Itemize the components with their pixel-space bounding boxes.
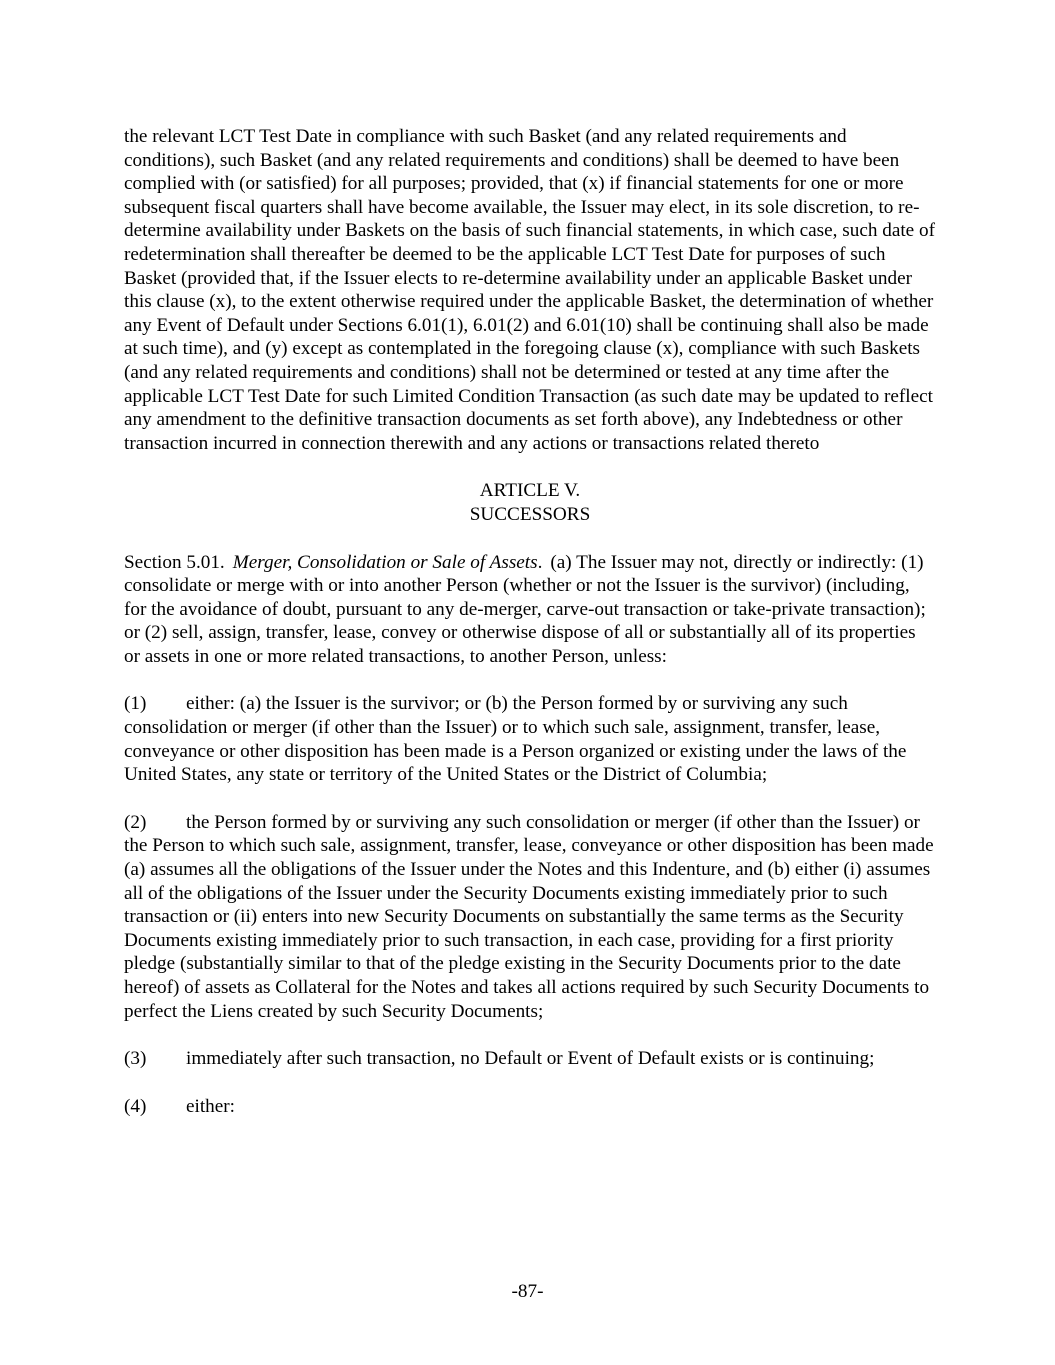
section-number: Section 5.01. — [124, 551, 225, 573]
article-number: ARTICLE V. — [479, 480, 581, 502]
continued-paragraph: the relevant LCT Test Date in compliance with such Basket (and any related requirements and conditions), such Basket (and any related requirements and conditions) shall be deemed to have been complied with (or satisfied) for all purposes; provided, that (x) if financial statements for one or more subsequent fiscal quarters shall have become available, the Issuer may elect, in its sole discretion, to re-determine availability under Baskets on the basis of such financial statements, in which case, such date of redetermination shall thereafter be deemed to be the applicable LCT Test Date for purposes of such Basket (provided that, if the Issuer elects to re-determine availability under an applicable Basket under this clause (x), to the extent otherwise required under the applicable Basket, the determination of whether any Event of Default under Sections 6.01(1), 6.01(2) and 6.01(10) shall be continuing shall also be made at such time), and (y) except as contemplated in the foregoing clause (x), compliance with such Baskets (and any related requirements and conditions) shall not be determined or tested at any time after the applicable LCT Test Date for such Limited Condition Transaction (as such date may be updated to reflect any amendment to the definitive transaction documents as set forth above), any Indebtedness or other transaction incurred in connection therewith and any actions or transactions related thereto — [124, 126, 935, 454]
clause-text: immediately after such transaction, no Default or Event of Default exists or is continuing; — [186, 1048, 875, 1070]
article-title: SUCCESSORS — [469, 503, 591, 525]
section-paragraph — [124, 551, 936, 669]
section-title-punct: . — [537, 551, 543, 573]
clause-text: the Person formed by or surviving any such consolidation or merger (if other than the Issuer) or the Person to which such sale, assignment, transfer, lease, conveyance or other disposition has been made (a) assumes all the obligations of the Issuer under the Notes and this Indenture, and (b) either (i) assumes all of the obligations of the Issuer under the Security Documents existing immediately prior to such transaction or (ii) enters into new Security Documents on substantially the same terms as the Security Documents existing immediately prior to such transaction, in each case, providing for a first priority pledge (substantially similar to that of the pledge existing in the Security Documents prior to the date hereof) of assets as Collateral for the Notes and takes all actions required by such Security Documents to perfect the Liens created by such Security Documents; — [124, 811, 934, 1022]
clause-item — [124, 692, 936, 786]
clause-item — [124, 1095, 936, 1119]
article-heading — [124, 479, 936, 526]
section-body: (a) The Issuer may not, directly or indirectly: (1) consolidate or merge with or into another Person (whether or not the Issuer is the survivor) (including, for the avoidance of doubt, pursuant to any de-merger, carve-out transaction or take-private transaction); or (2) sell, assign, transfer, lease, convey or otherwise dispose of all or substantially all of its properties or assets in one or more related transactions, to another Person, unless: — [124, 551, 926, 667]
clause-number: (2) — [124, 811, 147, 833]
clause-item — [124, 811, 936, 1023]
clause-number: (3) — [124, 1048, 147, 1070]
clause-text: either: — [186, 1095, 236, 1117]
clause-number: (1) — [124, 693, 147, 715]
section-title: Merger, Consolidation or Sale of Assets — [232, 551, 538, 573]
page-number: -87- — [511, 1281, 544, 1302]
page-body — [124, 125, 936, 1142]
clause-item — [124, 1047, 936, 1071]
clause-text: either: (a) the Issuer is the survivor; or (b) the Person formed by or surviving any such consolidation or merger (if other than the Issuer) or to which such sale, assignment, transfer, lease, conveyance or other disposition has been made is a Person organized or existing under the laws of the United States, any state or territory of the United States or the District of Columbia; — [124, 693, 907, 786]
clause-number: (4) — [124, 1095, 147, 1117]
